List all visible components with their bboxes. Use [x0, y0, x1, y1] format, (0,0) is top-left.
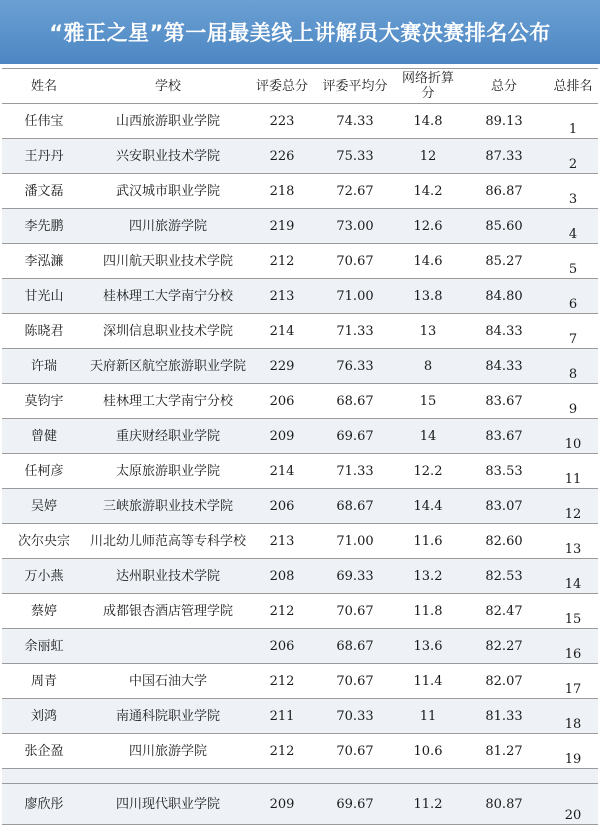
cell-online-score: 11	[419, 708, 437, 724]
header-name: 姓名	[30, 78, 57, 94]
rank-number: 8	[568, 367, 578, 382]
cell-rank	[548, 244, 598, 278]
cell-judge-avg: 74.33	[336, 113, 374, 129]
cell-judge-total: 229	[269, 358, 295, 374]
table-row	[2, 489, 598, 524]
cell-judge-avg: 70.67	[336, 743, 374, 759]
cell-judge-total: 209	[269, 796, 295, 812]
cell-online-score: 10.6	[413, 743, 443, 759]
cell-online-score: 13.6	[413, 638, 443, 654]
cell-total: 82.27	[485, 638, 523, 654]
cell-school: 桂林理工大学南宁分校	[102, 288, 233, 304]
cell-rank	[548, 734, 598, 768]
rank-number: 11	[564, 472, 582, 487]
cell-rank	[548, 349, 598, 383]
cell-school: 兴安职业技术学院	[115, 148, 220, 164]
cell-judge-avg: 75.33	[336, 148, 374, 164]
cell-name: 刘鸿	[30, 708, 57, 724]
cell-judge-avg: 69.33	[336, 568, 374, 584]
cell-rank	[548, 419, 598, 453]
cell-name: 许瑞	[30, 358, 57, 374]
table-row	[2, 244, 598, 279]
cell-total: 82.60	[485, 533, 523, 549]
cell-judge-avg: 71.00	[336, 533, 374, 549]
cell-school: 中国石油大学	[128, 673, 207, 689]
cell-judge-total: 208	[269, 568, 295, 584]
cell-school: 天府新区航空旅游职业学院	[89, 358, 246, 374]
table-row	[2, 139, 598, 174]
cell-judge-total: 211	[269, 708, 295, 724]
cell-total: 85.60	[485, 218, 523, 234]
table-row	[2, 419, 598, 454]
cell-name: 潘文磊	[24, 183, 64, 199]
header-rank: 总排名	[553, 78, 593, 94]
cell-judge-total: 212	[269, 253, 295, 269]
rank-number: 14	[564, 577, 582, 592]
cell-total: 84.80	[485, 288, 523, 304]
cell-judge-avg: 71.33	[336, 323, 374, 339]
table-row	[2, 384, 598, 419]
cell-school: 三峡旅游职业技术学院	[102, 498, 233, 514]
cell-online-score: 15	[419, 393, 437, 409]
cell-online-score: 14.8	[413, 113, 443, 129]
cell-name: 万小燕	[24, 568, 64, 584]
cell-school	[86, 629, 250, 663]
cell-total: 84.33	[485, 358, 523, 374]
cell-total: 82.53	[485, 568, 523, 584]
cell-online-score: 11.6	[413, 533, 443, 549]
cell-online-score: 13.2	[413, 568, 443, 584]
cell-judge-total: 212	[269, 603, 295, 619]
rank-number: 10	[564, 437, 582, 452]
rank-number: 17	[564, 682, 582, 697]
cell-rank	[548, 559, 598, 593]
cell-total: 85.27	[485, 253, 523, 269]
cell-judge-avg: 76.33	[336, 358, 374, 374]
rank-number: 9	[568, 402, 578, 417]
cell-online-score: 12	[419, 148, 437, 164]
table-row	[2, 454, 598, 489]
page-title: “雅正之星”第一届最美线上讲解员大赛决赛排名公布	[49, 21, 551, 45]
cell-judge-total: 218	[269, 183, 295, 199]
cell-school: 太原旅游职业学院	[115, 463, 220, 479]
cell-judge-total: 206	[269, 498, 295, 514]
rank-number: 5	[568, 262, 578, 277]
cell-school: 桂林理工大学南宁分校	[102, 393, 233, 409]
cell-name: 王丹丹	[24, 148, 64, 164]
header-school: 学校	[154, 78, 181, 94]
cell-name: 蔡婷	[30, 603, 57, 619]
cell-online-score: 13.8	[413, 288, 443, 304]
cell-name: 莫钧宇	[24, 393, 64, 409]
table-row	[2, 174, 598, 209]
cell-online-score: 13	[419, 323, 437, 339]
cell-total: 83.53	[485, 463, 523, 479]
cell-total: 82.47	[485, 603, 523, 619]
cell-judge-total: 209	[269, 428, 295, 444]
rank-number: 2	[568, 157, 578, 172]
cell-rank	[548, 174, 598, 208]
cell-judge-total: 212	[269, 743, 295, 759]
cell-school: 川北幼儿师范高等专科学校	[89, 533, 246, 549]
cell-total: 83.67	[485, 393, 523, 409]
ranking-table	[2, 68, 598, 825]
cell-school: 山西旅游职业学院	[115, 113, 220, 129]
row-separator	[2, 769, 598, 784]
cell-judge-avg: 71.00	[336, 288, 374, 304]
cell-judge-avg: 72.67	[336, 183, 374, 199]
rank-number: 12	[564, 507, 582, 522]
cell-judge-avg: 68.67	[336, 498, 374, 514]
cell-judge-total: 226	[269, 148, 295, 164]
cell-online-score: 11.4	[413, 673, 443, 689]
cell-rank	[548, 524, 598, 558]
cell-school: 四川旅游学院	[128, 218, 207, 234]
cell-school: 四川航天职业技术学院	[102, 253, 233, 269]
table-row	[2, 349, 598, 384]
cell-rank	[548, 314, 598, 348]
cell-name: 李先鹏	[24, 218, 64, 234]
cell-total: 84.33	[485, 323, 523, 339]
table-row	[2, 784, 598, 825]
cell-rank	[548, 699, 598, 733]
cell-total: 80.87	[485, 796, 523, 812]
cell-school: 成都银杏酒店管理学院	[102, 603, 233, 619]
rank-number: 4	[568, 227, 578, 242]
cell-school: 深圳信息职业技术学院	[102, 323, 233, 339]
rank-number: 7	[568, 332, 578, 347]
cell-judge-avg: 69.67	[336, 428, 374, 444]
cell-rank	[548, 664, 598, 698]
rank-number: 16	[564, 647, 582, 662]
table-row	[2, 209, 598, 244]
rank-number: 3	[568, 192, 578, 207]
cell-total: 83.67	[485, 428, 523, 444]
cell-name: 次尔央宗	[17, 533, 70, 549]
table-row	[2, 664, 598, 699]
cell-online-score: 14	[419, 428, 437, 444]
cell-rank	[548, 629, 598, 663]
cell-school: 达州职业技术学院	[115, 568, 220, 584]
cell-online-score: 8	[423, 358, 433, 374]
rank-number: 13	[564, 542, 582, 557]
cell-online-score: 14.4	[413, 498, 443, 514]
cell-rank	[548, 489, 598, 523]
cell-rank	[548, 594, 598, 628]
header-online-score: 网络折算分	[401, 71, 454, 101]
cell-online-score: 12.2	[413, 463, 443, 479]
rank-number: 15	[564, 612, 582, 627]
cell-name: 余丽虹	[24, 638, 64, 654]
table-row	[2, 734, 598, 769]
header-total: 总分	[490, 78, 517, 94]
cell-judge-total: 213	[269, 533, 295, 549]
cell-judge-total: 223	[269, 113, 295, 129]
cell-total: 89.13	[485, 113, 523, 129]
rank-number: 19	[564, 752, 582, 767]
cell-rank	[548, 139, 598, 173]
cell-judge-avg: 71.33	[336, 463, 374, 479]
cell-judge-avg: 73.00	[336, 218, 374, 234]
cell-total: 87.33	[485, 148, 523, 164]
header-judge-avg: 评委平均分	[322, 78, 388, 94]
cell-judge-avg: 70.33	[336, 708, 374, 724]
cell-judge-avg: 68.67	[336, 638, 374, 654]
table-row	[2, 559, 598, 594]
cell-judge-total: 212	[269, 673, 295, 689]
header-judge-total: 评委总分	[255, 78, 308, 94]
cell-rank	[548, 454, 598, 488]
cell-judge-total: 206	[269, 393, 295, 409]
cell-judge-avg: 70.67	[336, 673, 374, 689]
cell-judge-total: 219	[269, 218, 295, 234]
cell-total: 82.07	[485, 673, 523, 689]
cell-name: 甘光山	[24, 288, 64, 304]
cell-total: 81.27	[485, 743, 523, 759]
cell-online-score: 14.2	[413, 183, 443, 199]
cell-name: 周青	[30, 673, 57, 689]
cell-judge-total: 213	[269, 288, 295, 304]
table-header	[2, 68, 598, 104]
cell-school: 四川旅游学院	[128, 743, 207, 759]
cell-judge-total: 206	[269, 638, 295, 654]
cell-rank	[548, 784, 598, 824]
table-row	[2, 594, 598, 629]
cell-name: 任柯彦	[24, 463, 64, 479]
cell-school: 重庆财经职业学院	[115, 428, 220, 444]
cell-online-score: 11.2	[413, 796, 443, 812]
cell-judge-avg: 69.67	[336, 796, 374, 812]
cell-judge-total: 214	[269, 323, 295, 339]
cell-online-score: 12.6	[413, 218, 443, 234]
cell-rank	[548, 209, 598, 243]
cell-judge-total: 214	[269, 463, 295, 479]
table-row	[2, 314, 598, 349]
cell-total: 81.33	[485, 708, 523, 724]
table-row	[2, 524, 598, 559]
cell-school: 南通科院职业学院	[115, 708, 220, 724]
table-row	[2, 629, 598, 664]
cell-rank	[548, 384, 598, 418]
table-row	[2, 104, 598, 139]
cell-online-score: 14.6	[413, 253, 443, 269]
table-row	[2, 279, 598, 314]
cell-name: 陈晓君	[24, 323, 64, 339]
cell-name: 吴婷	[30, 498, 57, 514]
cell-name: 曾健	[30, 428, 57, 444]
rank-number: 18	[564, 717, 582, 732]
title-banner	[0, 0, 600, 64]
cell-school: 四川现代职业学院	[115, 796, 220, 812]
cell-name: 张企盈	[24, 743, 64, 759]
rank-number: 20	[564, 808, 582, 823]
cell-name: 李泓濂	[24, 253, 64, 269]
cell-name: 廖欣彤	[24, 796, 64, 812]
cell-total: 86.87	[485, 183, 523, 199]
rank-number: 6	[568, 297, 578, 312]
cell-online-score: 11.8	[413, 603, 443, 619]
cell-judge-avg: 70.67	[336, 603, 374, 619]
cell-name: 任伟宝	[24, 113, 64, 129]
table-row	[2, 699, 598, 734]
cell-rank	[548, 279, 598, 313]
rank-number: 1	[568, 122, 578, 137]
cell-judge-avg: 68.67	[336, 393, 374, 409]
cell-school: 武汉城市职业学院	[115, 183, 220, 199]
cell-judge-avg: 70.67	[336, 253, 374, 269]
cell-rank	[548, 104, 598, 138]
cell-total: 83.07	[485, 498, 523, 514]
